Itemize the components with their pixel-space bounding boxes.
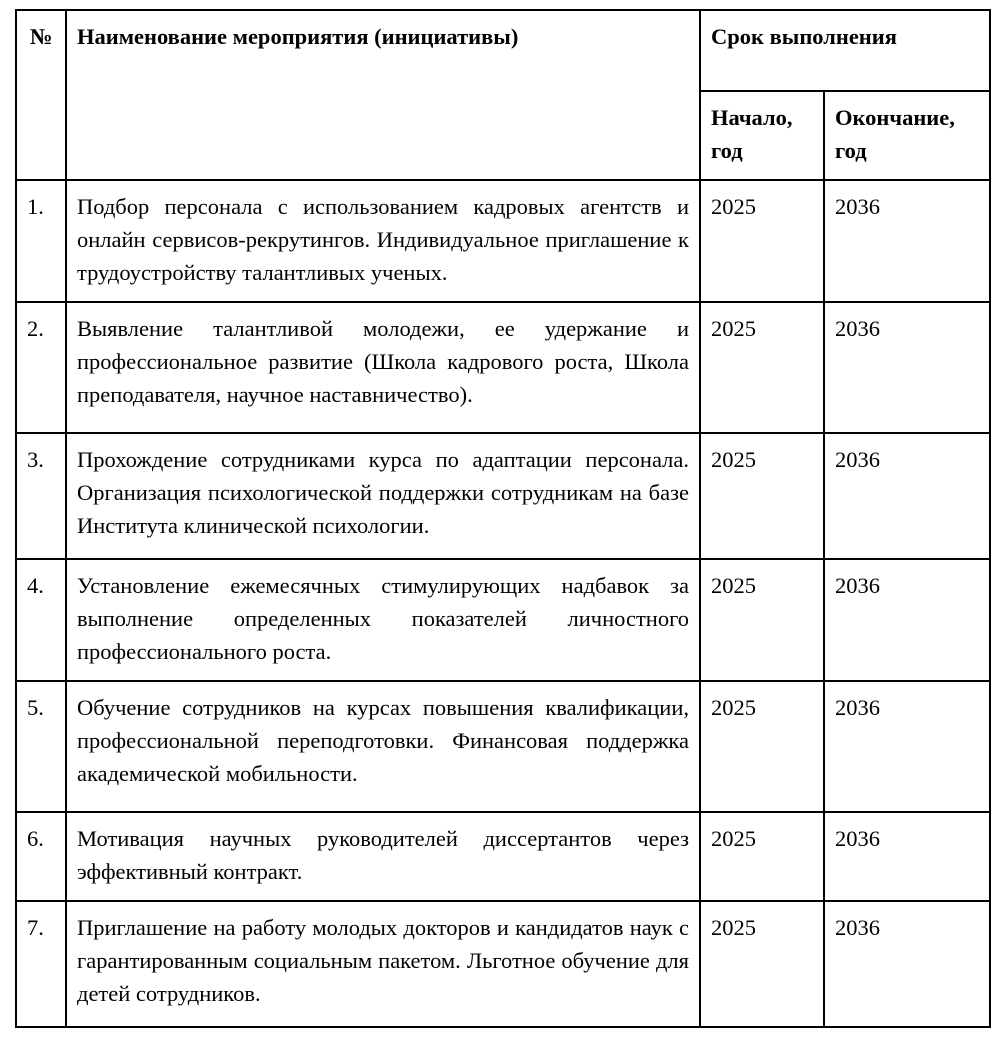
row-number: 1. — [16, 180, 66, 302]
row-end-year: 2036 — [824, 302, 990, 433]
header-row — [16, 10, 990, 91]
header-start-year: Начало, год — [700, 91, 824, 180]
row-start-year: 2025 — [700, 180, 824, 302]
table-row — [16, 302, 990, 433]
header-number: № — [16, 10, 66, 180]
table-row — [16, 433, 990, 559]
row-number: 7. — [16, 901, 66, 1027]
row-number: 4. — [16, 559, 66, 681]
row-end-year: 2036 — [824, 901, 990, 1027]
row-start-year: 2025 — [700, 302, 824, 433]
row-description: Обучение сотрудников на курсах повышения квалификации, профессиональной переподготовки. Финансовая поддержка академической мобильности. — [66, 681, 700, 812]
table-row — [16, 559, 990, 681]
row-number: 3. — [16, 433, 66, 559]
row-description: Прохождение сотрудниками курса по адаптации персонала. Организация психологической поддержки сотрудникам на базе Института клинической психологии. — [66, 433, 700, 559]
row-number: 2. — [16, 302, 66, 433]
row-number: 5. — [16, 681, 66, 812]
row-start-year: 2025 — [700, 559, 824, 681]
row-end-year: 2036 — [824, 180, 990, 302]
row-end-year: 2036 — [824, 812, 990, 901]
row-start-year: 2025 — [700, 433, 824, 559]
row-description: Установление ежемесячных стимулирующих надбавок за выполнение определенных показателей личностного профессионального роста. — [66, 559, 700, 681]
row-description: Выявление талантливой молодежи, ее удержание и профессиональное развитие (Школа кадрового роста, Школа преподавателя, научное наставничество). — [66, 302, 700, 433]
table-row — [16, 180, 990, 302]
table-row — [16, 901, 990, 1027]
row-number: 6. — [16, 812, 66, 901]
row-start-year: 2025 — [700, 812, 824, 901]
row-description: Мотивация научных руководителей диссертантов через эффективный контракт. — [66, 812, 700, 901]
header-end-year: Окончание, год — [824, 91, 990, 180]
table-row — [16, 812, 990, 901]
row-description: Подбор персонала с использованием кадровых агентств и онлайн сервисов-рекрутингов. Индивидуальное приглашение к трудоустройству талантливых ученых. — [66, 180, 700, 302]
row-description: Приглашение на работу молодых докторов и кандидатов наук с гарантированным социальным пакетом. Льготное обучение для детей сотрудников. — [66, 901, 700, 1027]
table-row — [16, 681, 990, 812]
row-start-year: 2025 — [700, 901, 824, 1027]
header-name: Наименование мероприятия (инициативы) — [66, 10, 700, 180]
row-start-year: 2025 — [700, 681, 824, 812]
row-end-year: 2036 — [824, 433, 990, 559]
row-end-year: 2036 — [824, 559, 990, 681]
measures-table — [15, 9, 991, 1028]
header-term: Срок выполнения — [700, 10, 990, 91]
row-end-year: 2036 — [824, 681, 990, 812]
